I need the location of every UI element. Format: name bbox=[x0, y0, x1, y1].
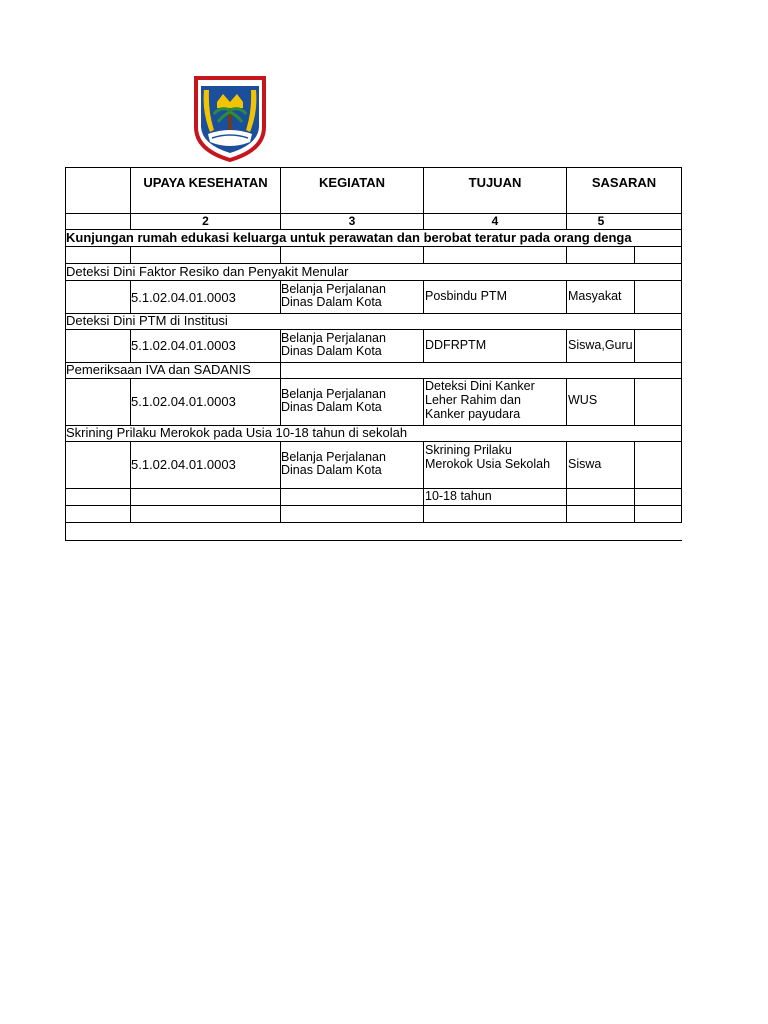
column-number-4: 4 bbox=[491, 214, 499, 228]
sasaran-value: WUS bbox=[568, 393, 598, 407]
header-upaya-kesehatan: UPAYA KESEHATAN bbox=[143, 175, 268, 190]
section-title: Skrining Prilaku Merokok pada Usia 10-18 tahun di sekolah bbox=[66, 425, 408, 440]
budget-table bbox=[65, 167, 682, 541]
tujuan-line: Skrining Prilaku bbox=[425, 443, 512, 457]
column-number-5: 5 bbox=[597, 214, 605, 228]
lampung-selatan-emblem-icon bbox=[190, 72, 270, 162]
program-title: Kunjungan rumah edukasi keluarga untuk perawatan dan berobat teratur pada orang denga bbox=[66, 230, 632, 245]
header-sasaran: SASARAN bbox=[591, 175, 657, 190]
section-title: Pemeriksaan IVA dan SADANIS bbox=[66, 362, 251, 377]
account-code: 5.1.02.04.01.0003 bbox=[131, 338, 236, 353]
tujuan-line: DDFRPTM bbox=[425, 338, 487, 352]
header-kegiatan: KEGIATAN bbox=[319, 175, 385, 190]
account-code: 5.1.02.04.01.0003 bbox=[131, 457, 236, 472]
kegiatan-line: Dinas Dalam Kota bbox=[281, 295, 382, 309]
kegiatan-line: Belanja Perjalanan bbox=[281, 387, 386, 401]
kegiatan-line: Dinas Dalam Kota bbox=[281, 463, 382, 477]
sasaran-value: Masyakat bbox=[568, 289, 622, 303]
tujuan-line: 10-18 tahun bbox=[425, 489, 492, 503]
tujuan-line: Posbindu PTM bbox=[425, 289, 507, 303]
kegiatan-line: Belanja Perjalanan bbox=[281, 282, 386, 296]
tujuan-line: Kanker payudara bbox=[425, 407, 521, 421]
tujuan-line: Merokok Usia Sekolah bbox=[425, 457, 551, 471]
header-tujuan: TUJUAN bbox=[468, 175, 522, 190]
regency-logo bbox=[190, 72, 270, 162]
sasaran-value: Siswa,Guru bbox=[568, 339, 633, 352]
kegiatan-line: Belanja Perjalanan bbox=[281, 331, 386, 345]
kegiatan-line: Belanja Perjalanan bbox=[281, 450, 386, 464]
tujuan-line: Deteksi Dini Kanker bbox=[425, 379, 535, 393]
sasaran-value: Siswa bbox=[568, 457, 602, 471]
section-title: Deteksi Dini PTM di Institusi bbox=[66, 313, 228, 328]
section-title: Deteksi Dini Faktor Resiko dan Penyakit Menular bbox=[66, 264, 349, 279]
kegiatan-line: Dinas Dalam Kota bbox=[281, 400, 382, 414]
kegiatan-line: Dinas Dalam Kota bbox=[281, 344, 382, 358]
column-number-3: 3 bbox=[348, 214, 356, 228]
tujuan-line: Leher Rahim dan bbox=[425, 393, 521, 407]
column-number-2: 2 bbox=[202, 214, 209, 228]
account-code: 5.1.02.04.01.0003 bbox=[131, 290, 236, 305]
account-code: 5.1.02.04.01.0003 bbox=[131, 394, 236, 409]
